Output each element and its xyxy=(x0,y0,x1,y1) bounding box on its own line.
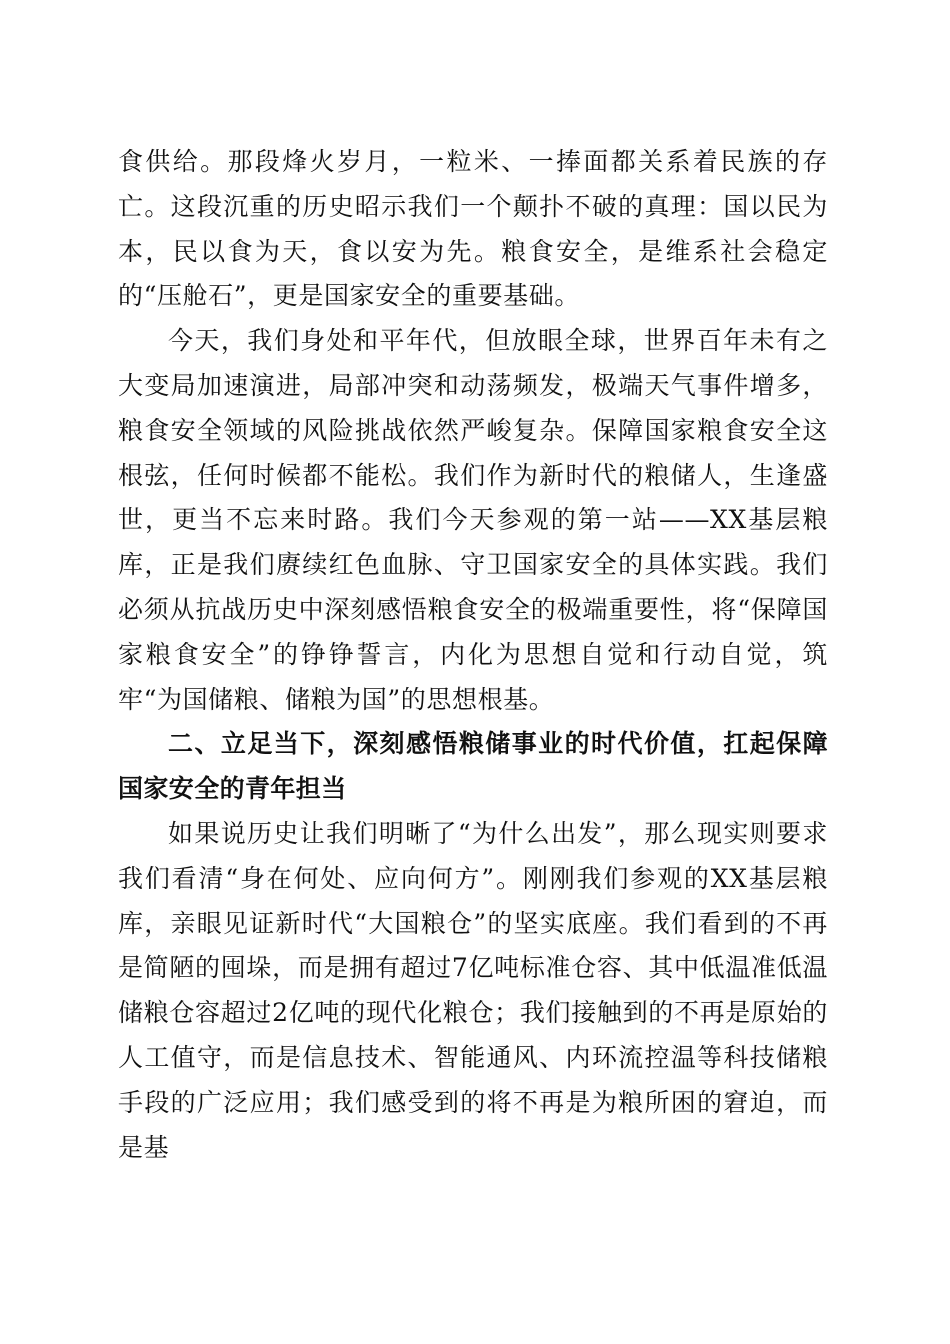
paragraph-2: 今天，我们身处和平年代，但放眼全球，世界百年未有之大变局加速演进，局部冲突和动荡频发，极端天气事件增多，粮食安全领域的风险挑战依然严峻复杂。保障国家粮食安全这根弦，任何时候都不能松。我们作为新时代的粮储人，生逢盛世，更当不忘来时路。我们今天参观的第一站——XX基层粮库，正是我们赓续红色血脉、守卫国家安全的具体实践。我们必须从抗战历史中深刻感悟粮食安全的极端重要性，将“保障国家粮食安全”的铮铮誓言，内化为思想自觉和行动自觉，筑牢“为国储粮、储粮为国”的思想根基。 xyxy=(118,326,828,714)
paragraph-3: 如果说历史让我们明晰了“为什么出发”，那么现实则要求我们看清“身在何处、应向何方”。刚刚我们参观的XX基层粮库，亲眼见证新时代“大国粮仓”的坚实底座。我们看到的不再是简陋的囤垛，而是拥有超过7亿吨标准仓容、其中低温准低温储粮仓容超过2亿吨的现代化粮仓；我们接触到的不再是原始的人工值守，而是信息技术、智能通风、内环流控温等科技储粮手段的广泛应用；我们感受到的将不再是为粮所困的窘迫，而是基 xyxy=(118,818,828,1162)
document-page xyxy=(118,140,828,1170)
paragraph-1: 食供给。那段烽火岁月，一粒米、一捧面都关系着民族的存亡。这段沉重的历史昭示我们一个颠扑不破的真理：国以民为本，民以食为天，食以安为先。粮食安全，是维系社会稳定的“压舱石”，更是国家安全的重要基础。 xyxy=(118,147,828,311)
section-heading-2: 二、立足当下，深刻感悟粮储事业的时代价值，扛起保障国家安全的青年担当 xyxy=(118,729,828,804)
